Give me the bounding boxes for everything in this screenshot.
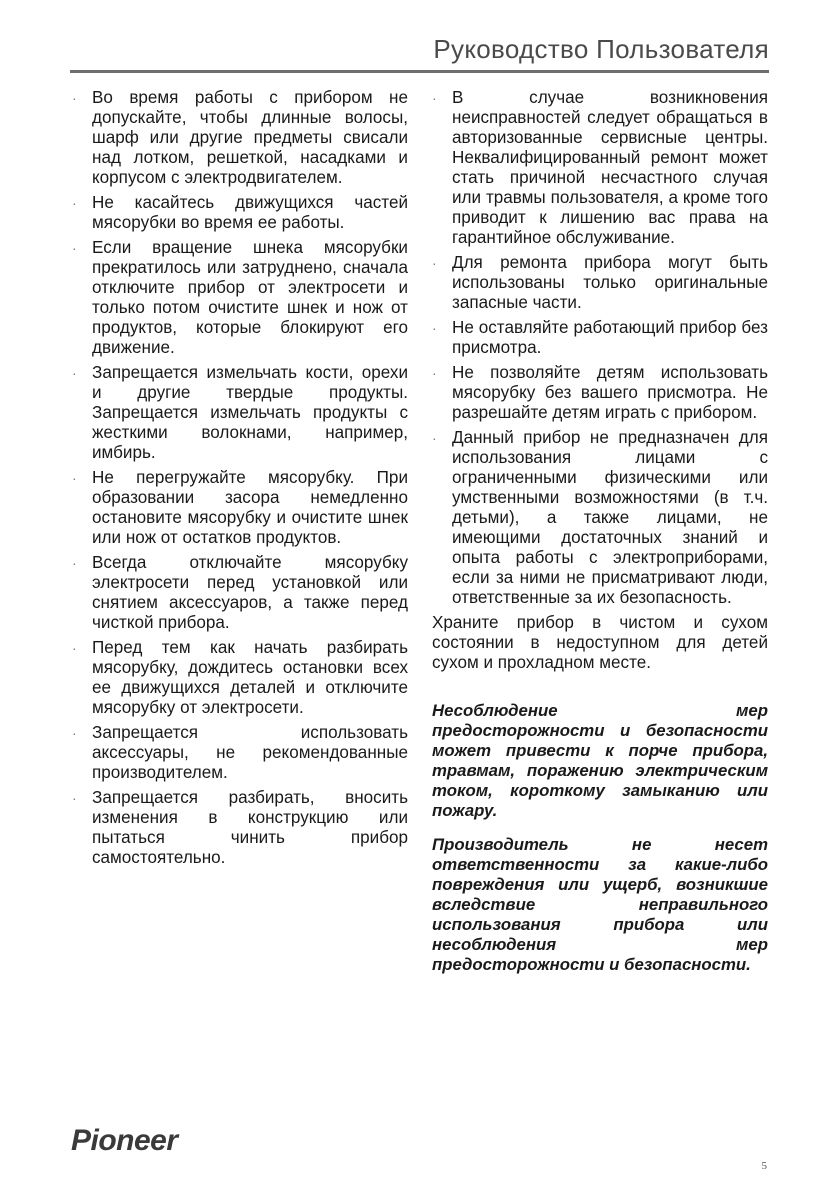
storage-note: Храните прибор в чистом и сухом состоянии в недоступном для детей сухом и прохладном месте. [432,613,768,672]
bullet-icon: · [72,90,77,106]
list-item: · Не позволяйте детям использовать мясорубку без вашего присмотра. Не разрешайте детям играть с прибором. [432,363,768,422]
safety-warning-paragraph: Несоблюдение мер предосторожности и безопасности может привести к порче прибора, травмам, поражению электрическим током, короткому замыканию или пожару. [432,701,768,820]
bullet-icon: · [72,240,77,256]
bullet-icon: · [72,365,77,381]
header-divider [70,70,769,73]
list-item: · Не перегружайте мясорубку. При образовании засора немедленно остановите мясорубку и очистите шнек или нож от остатков продуктов. [72,468,408,547]
liability-warning-paragraph: Производитель не несет ответственности за какие-либо повреждения или ущерб, возникшие вследствие неправильного использования прибора или несоблюдения мер предосторожности и безопасности. [432,835,768,974]
list-item: · Во время работы с прибором не допускайте, чтобы длинные волосы, шарф или другие предметы свисали над лотком, решеткой, насадками и корпусом с электродвигателем. [72,88,408,187]
list-item: · Запрещается разбирать, вносить изменения в конструкцию или пытаться чинить прибор самостоятельно. [72,788,408,867]
right-safety-list [432,88,768,608]
list-item: · Запрещается использовать аксессуары, не рекомендованные производителем. [72,723,408,782]
list-item: · Перед тем как начать разбирать мясорубку, дождитесь остановки всех ее движущихся деталей и отключите мясорубку от электросети. [72,638,408,717]
bullet-icon: · [72,555,77,571]
bullet-icon: · [432,90,437,106]
bullet-icon: · [432,255,437,271]
bullet-icon: · [72,470,77,486]
brand-logo: Pioneer [71,1124,178,1157]
list-item: · Запрещается измельчать кости, орехи и другие твердые продукты. Запрещается измельчать продукты с жесткими волокнами, например, имбирь. [72,363,408,462]
list-item: · Не касайтесь движущихся частей мясорубки во время ее работы. [72,193,408,232]
list-item: · Если вращение шнека мясорубки прекратилось или затруднено, сначала отключите прибор от электросети и только потом очистите шнек и нож от продуктов, которые блокируют его движение. [72,238,408,357]
page-number: 5 [761,1160,767,1172]
left-safety-list [72,88,408,868]
bullet-icon: · [432,430,437,446]
page-header-title: Руководство Пользователя [433,34,769,64]
list-item: · Всегда отключайте мясорубку электросети перед установкой или снятием аксессуаров, а также перед чисткой прибора. [72,553,408,632]
bullet-icon: · [432,320,437,336]
left-column [72,88,408,873]
bullet-icon: · [72,640,77,656]
list-item: · Для ремонта прибора могут быть использованы только оригинальные запасные части. [432,253,768,312]
bullet-icon: · [72,195,77,211]
list-item: · Не оставляйте работающий прибор без присмотра. [432,318,768,357]
bullet-icon: · [72,790,77,806]
list-item: · В случае возникновения неисправностей следует обращаться в авторизованные сервисные центры. Неквалифицированный ремонт может стать причиной несчастного случая или травмы пользователя, а кроме того приводит к лишению вас права на гарантийное обслуживание. [432,88,768,247]
bullet-icon: · [72,725,77,741]
right-column [432,88,768,975]
list-item: · Данный прибор не предназначен для использования лицами с ограниченными физическими или умственными возможностями (в т.ч. детьми), а также лицами, не имеющими достаточных знаний и опыта работы с электроприборами, если за ними не присматривают люди, ответственные за их безопасность. [432,428,768,607]
bullet-icon: · [432,365,437,381]
